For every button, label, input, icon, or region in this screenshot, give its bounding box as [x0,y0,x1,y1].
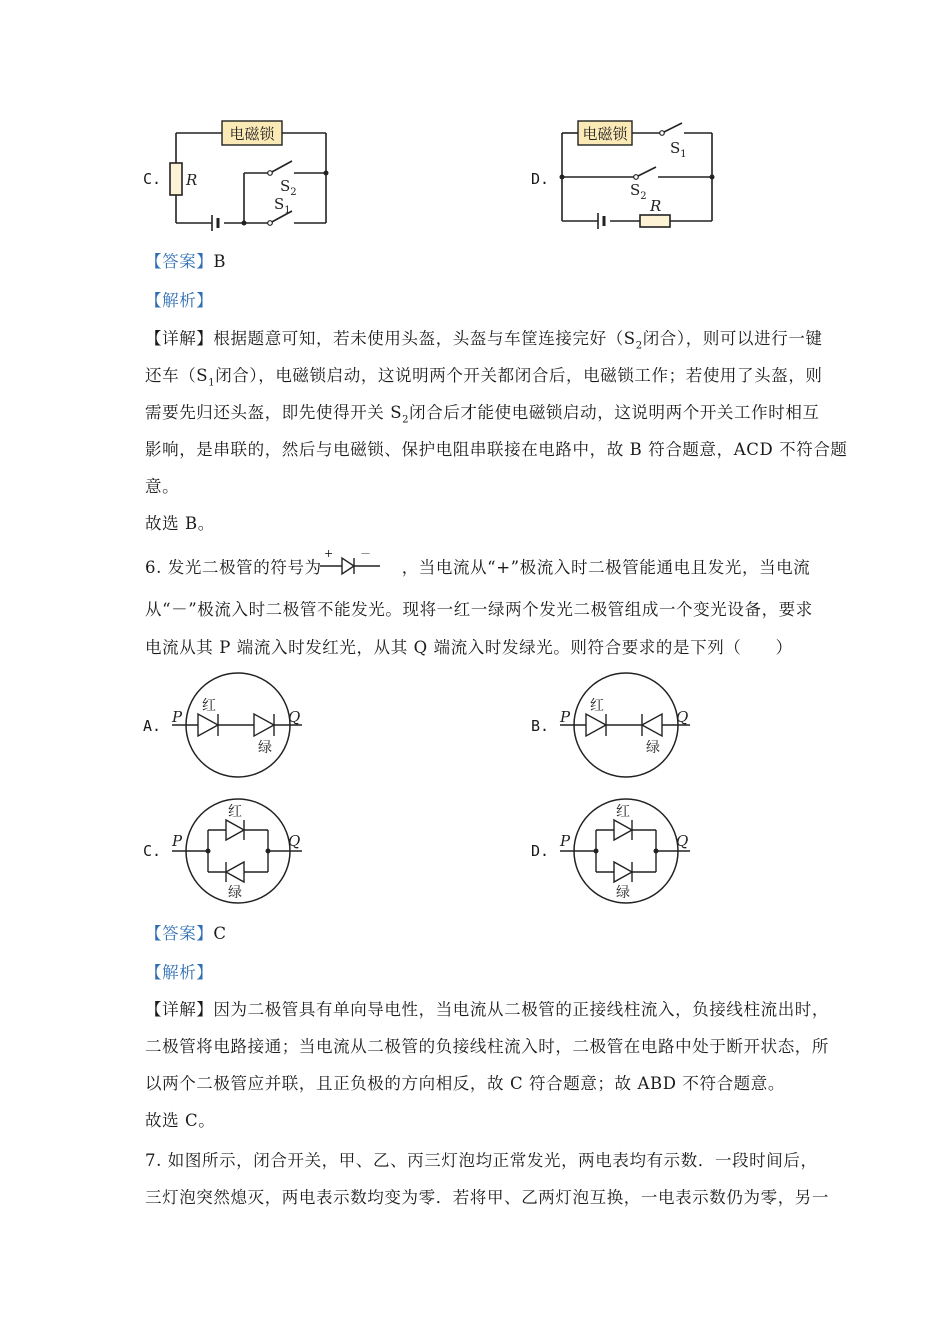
svg-text:红: 红 [616,804,630,820]
resistor-r [640,215,670,227]
q5-detail-line-2: 还车（$S_1$闭合），电磁锁启动，这说明两个开关都闭合后，电磁锁工作；若使用了头盔，则 [145,366,823,389]
q6-answer: 【答案】C [145,924,227,943]
led-symbol [318,546,382,578]
q6-analysis-label: 【解析】 [145,963,214,982]
svg-text:－: － [360,547,371,560]
svg-text:Q: Q [676,832,689,850]
q5-detail-line-5: 意。 [145,477,180,496]
q6-option-c-label: C. [143,842,162,860]
lock-label: 电磁锁 [582,125,628,143]
s2-label: $S_2$ [280,177,297,198]
svg-text:Q: Q [288,832,301,850]
svg-text:Q: Q [288,708,301,726]
svg-text:红: 红 [228,804,242,820]
q7-stem-line-2: 三灯泡突然熄灭，两电表示数均变为零．若将甲、乙两灯泡互换，一电表示数仍为零，另一 [145,1188,829,1207]
svg-text:P: P [560,708,571,726]
q6-stem-line-2: 从“－”极流入时二极管不能发光。现将一红一绿两个发光二极管组成一个变光设备，要求 [145,600,813,619]
r-label: R [650,197,662,215]
svg-text:绿: 绿 [616,885,630,901]
q6-circuit-c [168,796,308,906]
svg-text:+: + [324,547,334,560]
q6-stem-line-1: 6. 发光二极管的符号为 ，当电流从“+”极流入时二极管能通电且发光，当电流 [145,558,811,577]
q6-option-b-label: B. [531,717,550,735]
svg-text:Q: Q [676,708,689,726]
svg-text:红: 红 [590,698,604,714]
svg-text:绿: 绿 [228,885,242,901]
q6-detail-line-3: 以两个二极管应并联，且正负极的方向相反，故 C 符合题意；故 ABD 不符合题意。 [145,1074,785,1093]
q5-circuit-d [548,115,728,235]
svg-text:P: P [560,832,571,850]
svg-text:绿: 绿 [258,740,272,756]
r-label: R [186,171,198,189]
s1-label: $S_1$ [274,195,291,216]
q5-detail-line-3: 需要先归还头盔，即先使得开关 $S_2$闭合后才能使电磁锁启动，这说明两个开关工作时相互 [145,403,820,426]
svg-text:P: P [172,832,183,850]
q6-choose: 故选 C。 [145,1111,216,1130]
q6-circuit-d [556,796,696,906]
q6-option-a-label: A. [143,717,162,735]
q5-choose: 故选 B。 [145,514,215,533]
s2-label: $S_2$ [630,181,647,202]
resistor-r [170,163,182,195]
q6-detail-line-1: 【详解】因为二极管具有单向导电性，当电流从二极管的正接线柱流入，负接线柱流出时， [145,1000,830,1019]
q5-detail-line-1: 【详解】根据题意可知，若未使用头盔，头盔与车筐连接完好（$S_2$闭合），则可以进行一键 [145,329,823,352]
svg-text:P: P [172,708,183,726]
q6-circuit-a [168,670,308,780]
s1-label: $S_1$ [670,139,687,160]
q5-circuit-c [160,115,340,235]
q6-stem-line-3: 电流从其 P 端流入时发红光，从其 Q 端流入时发绿光。则符合要求的是下列（ ） [145,638,793,657]
q5-detail-line-4: 影响，是串联的，然后与电磁锁、保护电阻串联接在电路中，故 B 符合题意，ACD 不符合题 [145,440,848,459]
q5-option-d-label: D. [531,170,550,188]
q6-detail-line-2: 二极管将电路接通；当电流从二极管的负接线柱流入时，二极管在电路中处于断开状态，所 [145,1037,829,1056]
svg-text:绿: 绿 [646,740,660,756]
q5-analysis-label: 【解析】 [145,291,214,310]
q7-stem-line-1: 7. 如图所示，闭合开关，甲、乙、丙三灯泡均正常发光，两电表均有示数．一段时间后， [145,1151,818,1170]
q5-option-c-label: C. [143,170,162,188]
q5-answer: 【答案】B [145,252,227,271]
lock-label: 电磁锁 [229,125,275,143]
svg-text:红: 红 [202,698,216,714]
q6-option-d-label: D. [531,842,550,860]
q6-circuit-b [556,670,696,780]
